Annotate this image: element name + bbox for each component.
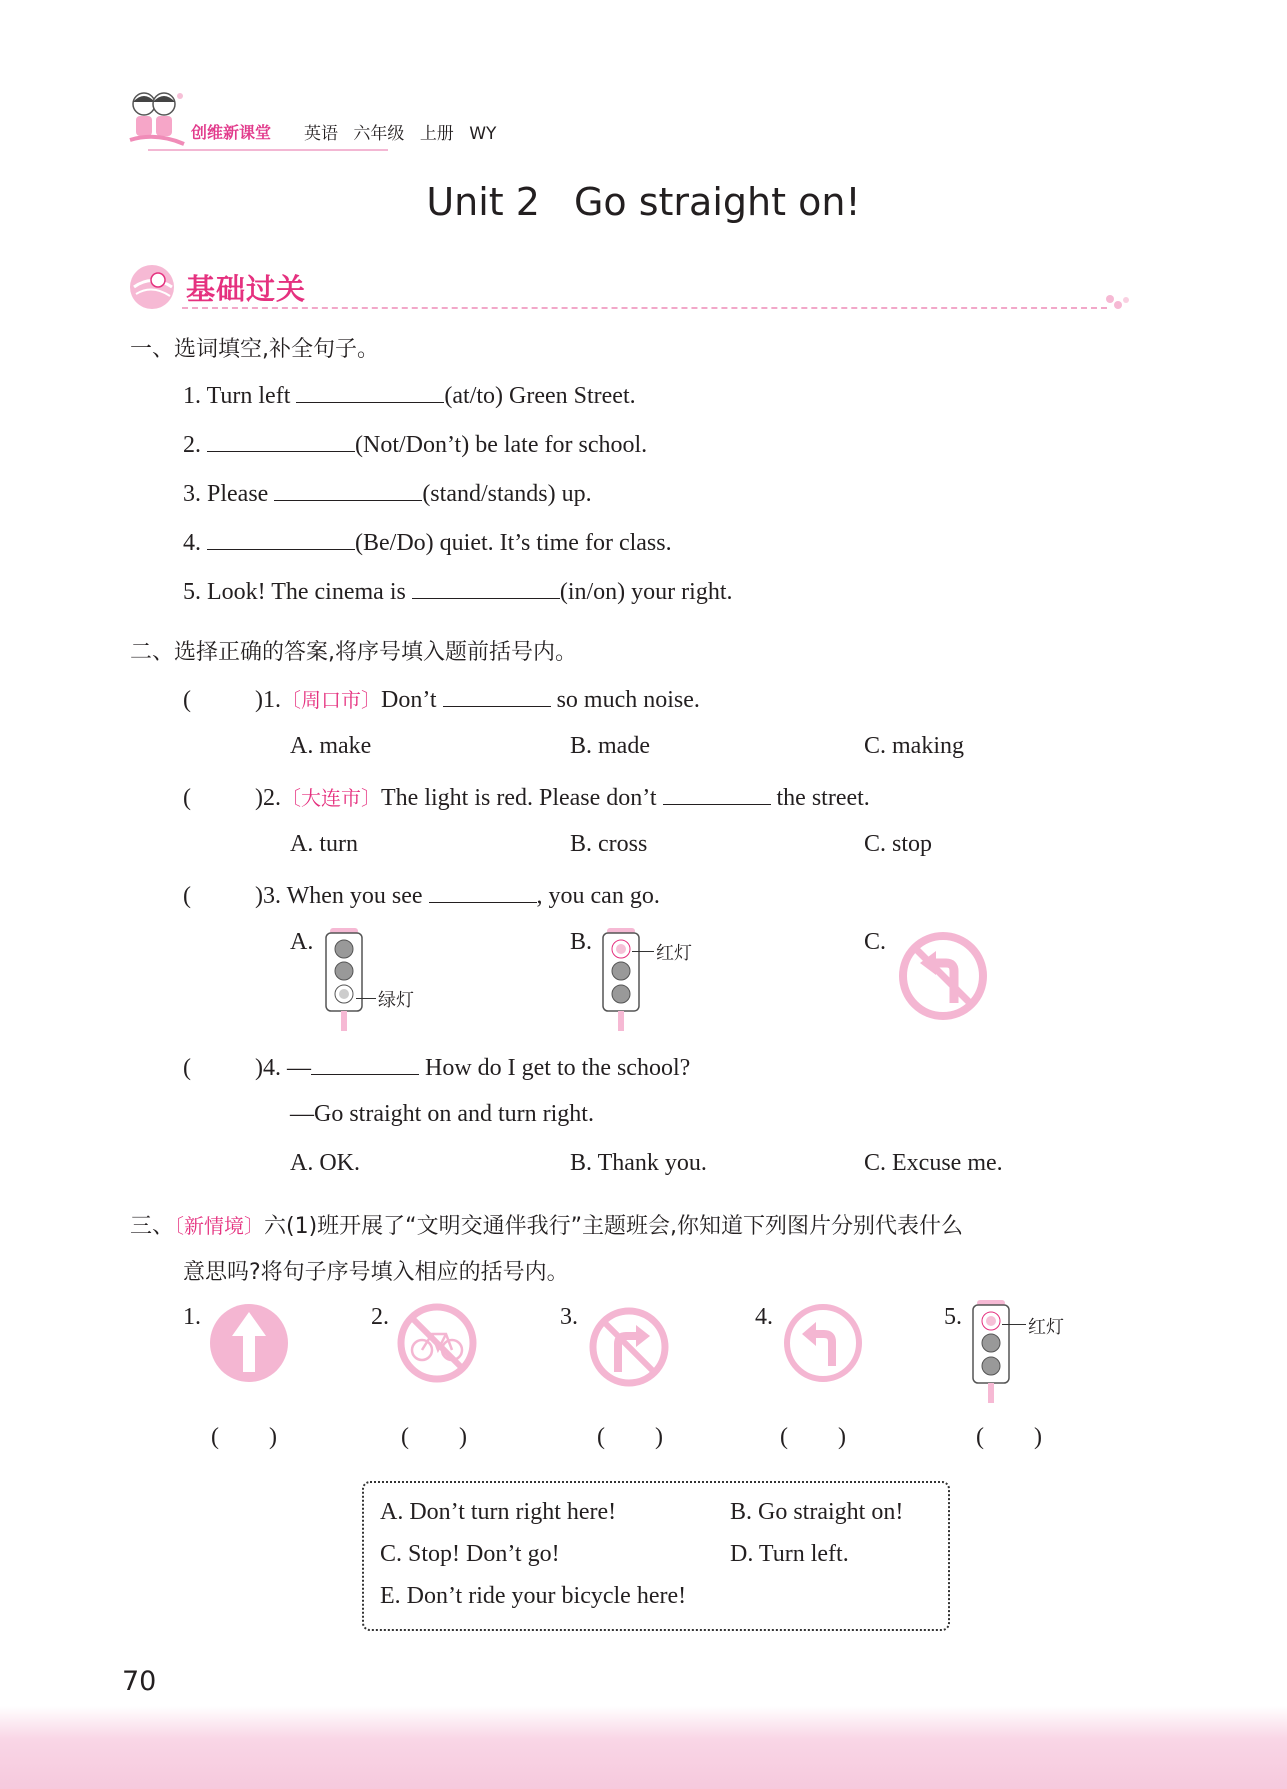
source-tag: 〔周口市〕 xyxy=(281,688,381,712)
no-right-turn-sign-icon xyxy=(588,1306,670,1388)
part2-question-3 xyxy=(183,880,660,910)
section-divider-dots-icon xyxy=(1104,294,1130,317)
footer-band xyxy=(0,1706,1287,1789)
option-a[interactable]: A. make xyxy=(290,733,372,759)
sign-number: 2. xyxy=(371,1304,389,1330)
sign-number: 4. xyxy=(755,1304,773,1330)
source-tag: 〔大连市〕 xyxy=(281,786,381,810)
answer-blank[interactable] xyxy=(311,1052,419,1075)
box-option-d: D. Turn left. xyxy=(730,1541,849,1567)
paren-close: ) xyxy=(269,1424,277,1450)
source-tag: 〔新情境〕 xyxy=(174,1214,265,1238)
callout-line xyxy=(1002,1324,1026,1325)
sign-answer-paren-4[interactable] xyxy=(780,1424,846,1451)
answer-paren[interactable]: ( xyxy=(183,883,191,909)
red-traffic-light-icon xyxy=(599,928,643,1032)
question-text-after: , you can go. xyxy=(536,883,660,909)
item-number: 4. xyxy=(183,530,201,556)
part3-heading-line2: 意思吗?将句子序号填入相应的括号内。 xyxy=(183,1260,569,1285)
paren-open: ( xyxy=(597,1424,605,1450)
header-grade: 六年级 xyxy=(353,124,405,144)
paren-open: ( xyxy=(780,1424,788,1450)
answer-blank[interactable] xyxy=(663,782,771,805)
item-number: 1. xyxy=(183,383,201,409)
red-light-label: 红灯 xyxy=(656,943,692,964)
option-c[interactable]: C. making xyxy=(864,733,964,759)
section-divider xyxy=(182,307,1107,309)
header-brand: 创维新课堂 xyxy=(191,123,272,142)
sign-number: 1. xyxy=(183,1304,201,1330)
dialogue-dash: — xyxy=(287,1055,311,1081)
part2-question-2 xyxy=(183,782,870,812)
no-bicycle-sign-icon xyxy=(396,1302,478,1384)
item-number: 5. xyxy=(183,579,201,605)
answer-blank[interactable] xyxy=(296,380,444,403)
part3-heading xyxy=(130,1209,963,1240)
part1-item-5 xyxy=(183,576,732,606)
header-underline xyxy=(148,149,388,151)
option-b[interactable]: B. Thank you. xyxy=(570,1150,707,1176)
part1-item-2 xyxy=(183,429,647,459)
part1-item-3 xyxy=(183,478,592,508)
part2-question-4 xyxy=(183,1052,690,1082)
sign-answer-paren-2[interactable] xyxy=(401,1424,467,1451)
unit-name: Go straight on! xyxy=(573,180,861,224)
answer-paren[interactable]: ( xyxy=(183,785,191,811)
option-b[interactable]: B. xyxy=(570,929,593,955)
sign-number: 5. xyxy=(944,1304,962,1330)
page-number: 70 xyxy=(122,1666,157,1697)
answer-blank[interactable] xyxy=(429,880,537,903)
paren-open: ( xyxy=(211,1424,219,1450)
part3-heading-line1: 六(1)班开展了“文明交通伴我行”主题班会,你知道下列图片分别代表什么 xyxy=(264,1214,963,1239)
no-left-turn-sign-icon xyxy=(898,931,988,1021)
box-option-e: E. Don’t ride your bicycle here! xyxy=(380,1583,687,1609)
paren-open: ( xyxy=(401,1424,409,1450)
item-text-before: Look! The cinema is xyxy=(207,579,406,605)
question-number: )3. xyxy=(255,883,281,909)
header-volume: 上册 xyxy=(419,124,454,144)
sign-answer-paren-3[interactable] xyxy=(597,1424,663,1451)
paren-open: ( xyxy=(976,1424,984,1450)
answer-paren[interactable]: ( xyxy=(183,687,191,713)
paren-close: ) xyxy=(1034,1424,1042,1450)
question-text-after: How do I get to the school? xyxy=(425,1055,691,1081)
answer-blank[interactable] xyxy=(412,576,560,599)
item-text-after: (at/to) Green Street. xyxy=(444,383,636,409)
turn-left-sign-icon xyxy=(782,1302,864,1384)
part1-item-4 xyxy=(183,527,672,557)
question-text-before: The light is red. Please don’t xyxy=(381,785,657,811)
box-option-c: C. Stop! Don’t go! xyxy=(380,1541,560,1567)
red-light-label: 红灯 xyxy=(1028,1317,1064,1338)
answer-blank[interactable] xyxy=(207,429,355,452)
unit-number: Unit 2 xyxy=(426,180,540,224)
box-option-a: A. Don’t turn right here! xyxy=(380,1499,617,1525)
section-title: 基础过关 xyxy=(186,272,307,306)
box-option-b: B. Go straight on! xyxy=(730,1499,904,1525)
header-edition: WY xyxy=(469,124,497,144)
sign-number: 3. xyxy=(560,1304,578,1330)
option-c[interactable]: C. xyxy=(864,929,887,955)
red-traffic-light-icon xyxy=(969,1300,1013,1404)
green-light-label: 绿灯 xyxy=(378,990,414,1011)
item-text-before: Please xyxy=(207,481,269,507)
answer-blank[interactable] xyxy=(207,527,355,550)
green-traffic-light-icon xyxy=(322,928,366,1032)
part3-number: 三、 xyxy=(130,1214,175,1239)
part2-question-1 xyxy=(183,684,700,714)
question-text-after: so much noise. xyxy=(556,687,700,713)
paren-close: ) xyxy=(655,1424,663,1450)
sign-answer-paren-1[interactable] xyxy=(211,1424,277,1451)
part1-heading: 一、选词填空,补全句子。 xyxy=(130,337,379,362)
part2-heading: 二、选择正确的答案,将序号填入题前括号内。 xyxy=(130,640,577,665)
answer-paren[interactable]: ( xyxy=(183,1055,191,1081)
item-text-before: Turn left xyxy=(206,383,291,409)
answer-blank[interactable] xyxy=(274,478,422,501)
header-subject: 英语 xyxy=(304,124,338,144)
straight-arrow-sign-icon xyxy=(208,1302,290,1384)
question-number: )1. xyxy=(255,687,281,713)
header-meta xyxy=(304,119,506,144)
section-globe-icon xyxy=(128,262,178,312)
paren-close: ) xyxy=(838,1424,846,1450)
question-number: )4. xyxy=(255,1055,281,1081)
dialogue-reply: —Go straight on and turn right. xyxy=(290,1101,594,1127)
paren-close: ) xyxy=(459,1424,467,1450)
answer-blank[interactable] xyxy=(443,684,551,707)
question-text-before: When you see xyxy=(286,883,423,909)
option-a[interactable]: A. xyxy=(290,929,314,955)
sign-answer-paren-5[interactable] xyxy=(976,1424,1042,1451)
header-mascot-icon xyxy=(126,88,188,152)
page-title xyxy=(0,180,1287,224)
option-a[interactable]: A. turn xyxy=(290,831,358,857)
option-a[interactable]: A. OK. xyxy=(290,1150,360,1176)
question-number: )2. xyxy=(255,785,281,811)
item-text-after: (Be/Do) quiet. It’s time for class. xyxy=(355,530,672,556)
callout-line xyxy=(632,951,654,952)
option-c[interactable]: C. stop xyxy=(864,831,933,857)
item-number: 2. xyxy=(183,432,201,458)
callout-line xyxy=(356,998,376,999)
question-text-before: Don’t xyxy=(381,687,437,713)
item-text-after: (stand/stands) up. xyxy=(422,481,592,507)
item-number: 3. xyxy=(183,481,201,507)
option-b[interactable]: B. cross xyxy=(570,831,648,857)
option-c[interactable]: C. Excuse me. xyxy=(864,1150,1003,1176)
option-b[interactable]: B. made xyxy=(570,733,650,759)
item-text-after: (in/on) your right. xyxy=(559,579,733,605)
item-text-after: (Not/Don’t) be late for school. xyxy=(355,432,648,458)
question-text-after: the street. xyxy=(776,785,870,811)
part1-item-1 xyxy=(183,380,636,410)
